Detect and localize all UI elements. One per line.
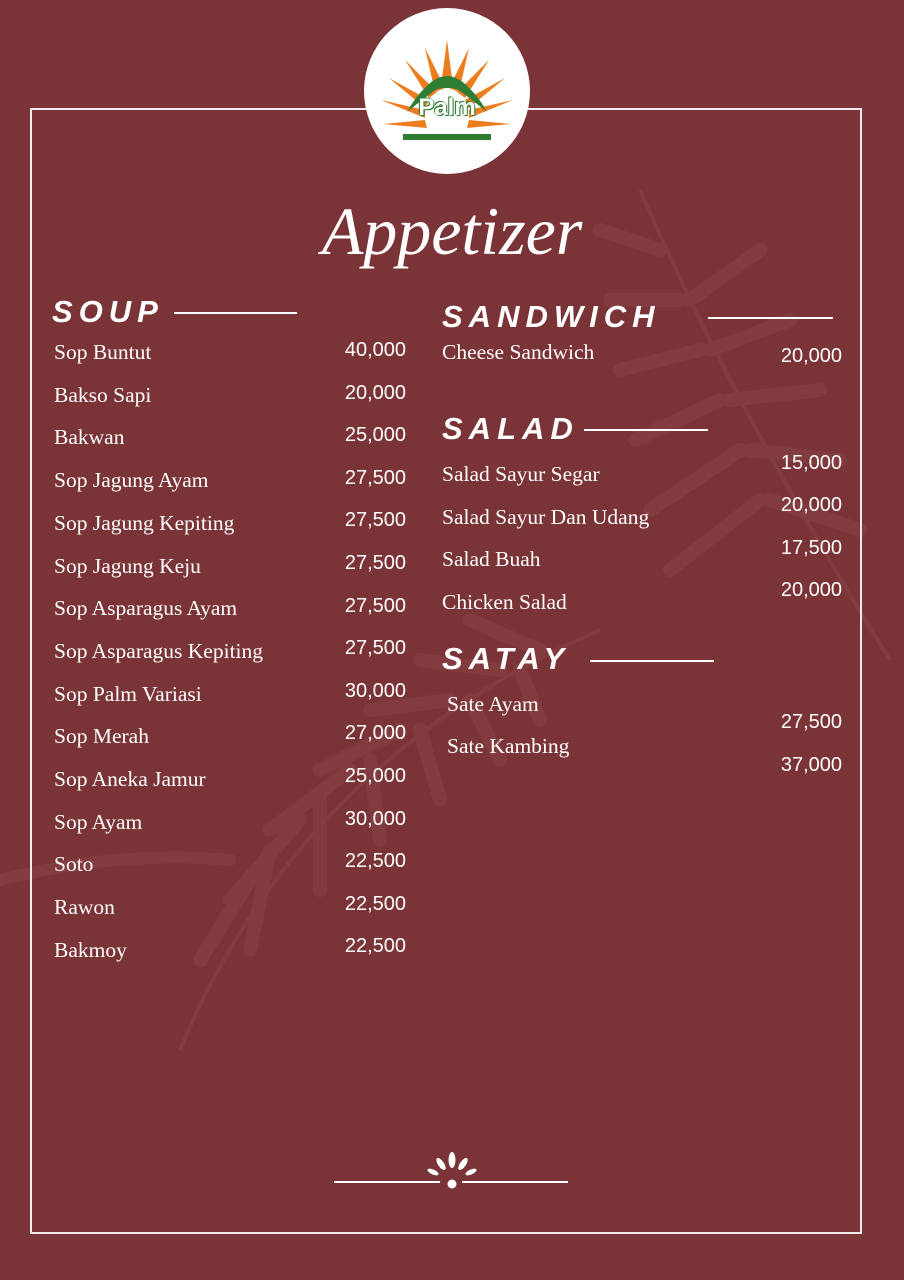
menu-item-price: 27,500 [344, 594, 406, 617]
menu-item-name: Salad Sayur Dan Udang [442, 505, 650, 529]
menu-item-price: 37,000 [780, 754, 842, 776]
menu-item-price: 20,000 [780, 345, 842, 367]
menu-item-name: Soto [54, 852, 94, 877]
logo-wordmark: Palm [418, 94, 476, 121]
menu-item-price: 30,000 [344, 679, 406, 702]
menu-item-name: Salad Buah [442, 547, 541, 571]
menu-item-name: Sop Jagung Ayam [54, 468, 209, 493]
menu-item-name: Sop Merah [54, 724, 149, 749]
sandwich-heading-rule [708, 317, 833, 319]
page-title: Appetizer [321, 193, 583, 269]
palm-logo [364, 8, 530, 174]
menu-item-name: Sop Buntut [54, 340, 152, 364]
menu-item-price: 27,500 [780, 711, 842, 733]
menu-item-price: 15,000 [780, 452, 842, 474]
menu-item-name: Bakso Sapi [54, 382, 152, 407]
menu-item-name: Rawon [54, 895, 115, 920]
menu-item-price: 22,500 [344, 892, 406, 915]
menu-item-price: 20,000 [344, 381, 406, 404]
menu-item-name: Sop Asparagus Kepiting [54, 638, 264, 663]
menu-item-price: 20,000 [780, 494, 842, 516]
soup-heading: SOUP [52, 294, 164, 329]
salad-heading-rule [584, 429, 708, 431]
menu-item-price: 27,000 [344, 722, 406, 745]
menu-item-price: 30,000 [344, 807, 406, 830]
soup-heading-rule [174, 312, 297, 314]
menu-item-price: 25,000 [344, 765, 406, 787]
menu-item-name: Sop Aneka Jamur [54, 767, 206, 791]
menu-item-name: Sate Kambing [447, 734, 570, 758]
satay-heading: SATAY [442, 641, 571, 676]
menu-item-name: Bakmoy [54, 937, 127, 962]
satay-heading-rule [590, 660, 714, 662]
menu-item-name: Bakwan [54, 425, 125, 450]
menu-item-name: Salad Sayur Segar [442, 462, 600, 486]
menu-item-name: Sop Jagung Keju [54, 553, 201, 578]
menu-item-price: 40,000 [344, 339, 406, 361]
flourish-icon [426, 1150, 478, 1190]
menu-item-price: 22,500 [344, 850, 406, 873]
menu-item-price: 27,500 [344, 637, 406, 660]
menu-item-name: Chicken Salad [442, 590, 567, 614]
footer-rule-left [334, 1181, 440, 1183]
menu-item-name: Sop Ayam [54, 809, 143, 834]
menu-item-price: 27,500 [344, 552, 406, 574]
menu-item-name: Sop Asparagus Ayam [54, 596, 238, 621]
menu-item-price: 20,000 [780, 579, 842, 601]
menu-item-name: Cheese Sandwich [442, 340, 595, 364]
menu-item-name: Sop Jagung Kepiting [54, 510, 235, 535]
sandwich-heading: SANDWICH [442, 299, 661, 334]
salad-heading: SALAD [442, 411, 579, 446]
menu-item-name: Sop Palm Variasi [54, 681, 202, 706]
menu-item-price: 22,500 [344, 935, 406, 958]
menu-item-price: 27,500 [344, 509, 406, 532]
menu-item-name: Sate Ayam [447, 692, 539, 716]
palm-sunburst-icon [364, 8, 530, 174]
menu-item-price: 17,500 [780, 537, 842, 559]
menu-item-price: 25,000 [344, 424, 406, 447]
menu-item-price: 27,500 [344, 466, 406, 489]
